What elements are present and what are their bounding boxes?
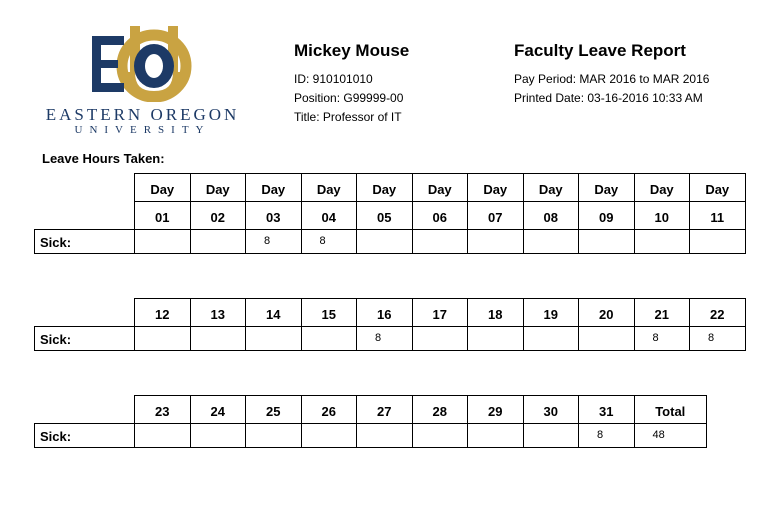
sick-hours-cell [190,229,247,254]
report-info [514,41,709,108]
day-word-header: Day [245,173,302,202]
day-number-header: 16 [356,298,413,327]
day-word-header: Day [467,173,524,202]
sick-total-cell: 48 [634,423,708,448]
sick-hours-cell [134,229,191,254]
sick-hours-cell [412,229,469,254]
sick-hours-cell [467,423,524,448]
day-number-header: 30 [523,395,580,424]
sick-hours-cell: 8 [356,326,413,351]
sick-row-label: Sick: [34,326,135,351]
day-number-header: 19 [523,298,580,327]
pay-period: Pay Period: MAR 2016 to MAR 2016 [514,72,710,86]
sick-hours-cell [634,229,691,254]
day-number-header: 24 [190,395,247,424]
day-number-header: 18 [467,298,524,327]
sick-hours-cell: 8 [301,229,358,254]
day-word-header: Day [301,173,358,202]
sick-hours-cell [134,326,191,351]
day-number-header: 17 [412,298,469,327]
day-number-header: 23 [134,395,191,424]
sick-hours-cell [523,229,580,254]
day-number-header: 06 [412,201,469,230]
sick-hours-cell [523,423,580,448]
day-word-header: Day [412,173,469,202]
day-number-header: 02 [190,201,247,230]
sick-hours-cell [412,326,469,351]
sick-hours-cell [245,423,302,448]
sick-hours-cell [134,423,191,448]
day-number-header: 09 [578,201,635,230]
sick-hours-cell [190,326,247,351]
sick-hours-cell [245,326,302,351]
eou-logo-mark-icon [92,26,192,102]
employee-name: Mickey Mouse [294,41,410,60]
sick-hours-cell [356,423,413,448]
sick-hours-cell: 8 [578,423,635,448]
day-number-header: 21 [634,298,691,327]
day-number-header: 10 [634,201,691,230]
university-subtitle: UNIVERSITY [74,124,211,136]
day-number-header: 22 [689,298,746,327]
day-word-header: Day [134,173,191,202]
day-word-header: Day [578,173,635,202]
university-logo [40,26,245,141]
day-word-header: Day [356,173,413,202]
day-number-header: 20 [578,298,635,327]
sick-hours-cell: 8 [245,229,302,254]
sick-hours-cell [578,326,635,351]
sick-hours-cell: 8 [634,326,691,351]
day-number-header: 03 [245,201,302,230]
sick-hours-cell [467,326,524,351]
sick-hours-cell [578,229,635,254]
day-number-header: 15 [301,298,358,327]
sick-hours-cell [689,229,746,254]
day-number-header: 27 [356,395,413,424]
day-number-header: 12 [134,298,191,327]
day-number-header: 08 [523,201,580,230]
day-word-header: Day [634,173,691,202]
total-header: Total [634,395,708,424]
sick-row-label: Sick: [34,423,135,448]
university-name: EASTERN OREGON [45,105,240,124]
sick-hours-cell [301,326,358,351]
employee-title: Title: Professor of IT [294,110,402,124]
sick-hours-cell [467,229,524,254]
day-number-header: 11 [689,201,746,230]
employee-id: ID: 910101010 [294,72,373,86]
printed-date: Printed Date: 03-16-2016 10:33 AM [514,91,703,105]
day-number-header: 31 [578,395,635,424]
day-number-header: 05 [356,201,413,230]
sick-hours-cell [356,229,413,254]
day-number-header: 28 [412,395,469,424]
day-number-header: 26 [301,395,358,424]
day-number-header: 01 [134,201,191,230]
day-word-header: Day [689,173,746,202]
day-word-header: Day [523,173,580,202]
day-number-header: 29 [467,395,524,424]
day-number-header: 07 [467,201,524,230]
sick-hours-cell [523,326,580,351]
day-number-header: 04 [301,201,358,230]
sick-hours-cell [190,423,247,448]
report-title: Faculty Leave Report [514,41,686,60]
sick-hours-cell [412,423,469,448]
employee-position: Position: G99999-00 [294,91,404,105]
day-word-header: Day [190,173,247,202]
day-number-header: 13 [190,298,247,327]
employee-info [294,41,409,127]
day-number-header: 14 [245,298,302,327]
sick-hours-cell [301,423,358,448]
section-label: Leave Hours Taken: [42,151,165,166]
sick-hours-cell: 8 [689,326,746,351]
sick-row-label: Sick: [34,229,135,254]
day-number-header: 25 [245,395,302,424]
